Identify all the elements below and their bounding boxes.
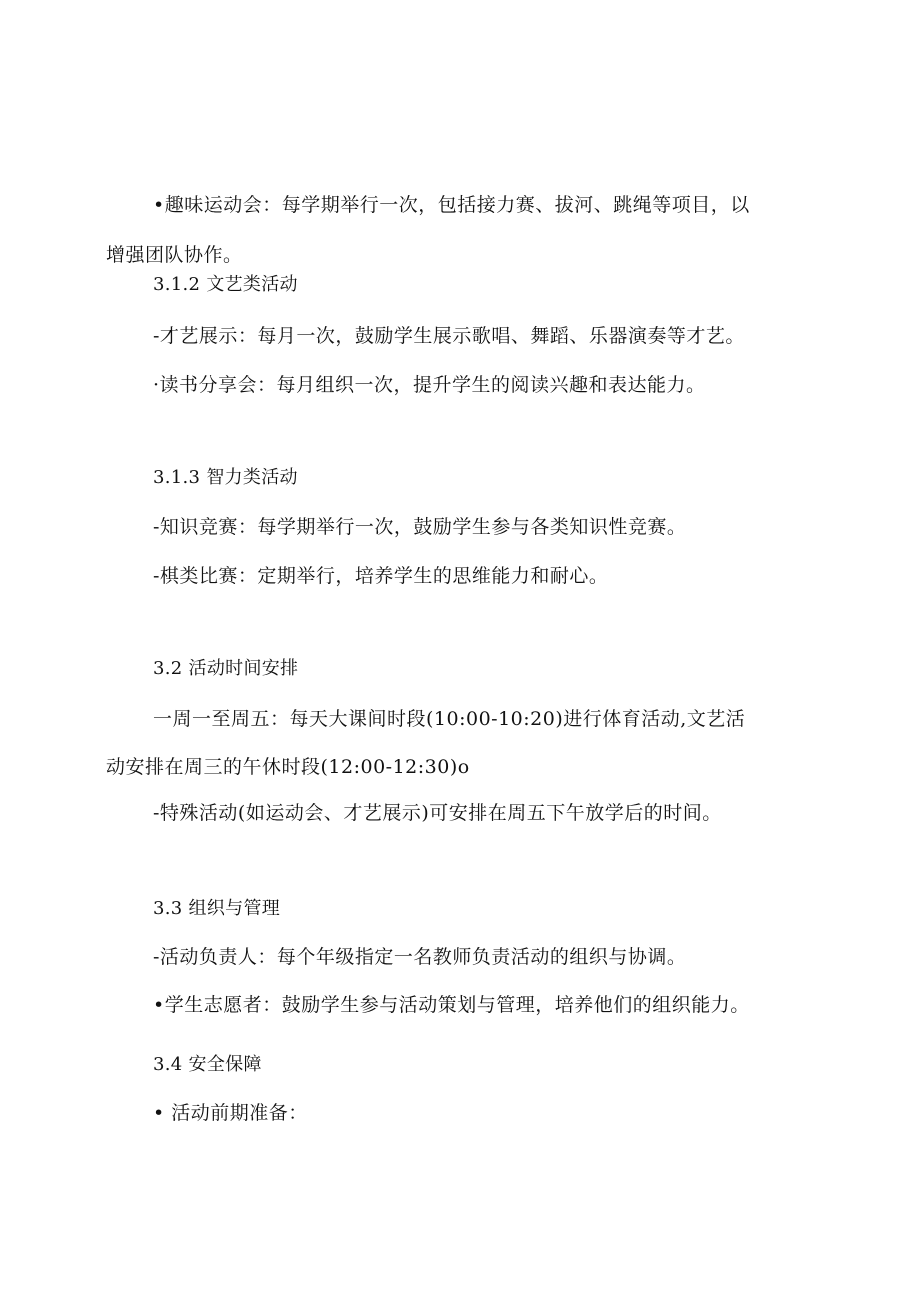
paragraph-schedule-line1: 一周一至周五：每天大课间时段(10:00-10:20)进行体育活动,文艺活 (153, 708, 746, 730)
paragraph-pre-activity-prep: • 活动前期准备： (153, 1102, 308, 1124)
paragraph-knowledge-contest: -知识竞赛：每学期举行一次，鼓励学生参与各类知识性竞赛。 (153, 516, 687, 538)
paragraph-reading-share: ·读书分享会：每月组织一次，提升学生的阅读兴趣和表达能力。 (153, 374, 706, 396)
section-heading-3-1-3: 3.1.3 智力类活动 (153, 467, 298, 488)
section-heading-3-1-2: 3.1.2 文艺类活动 (153, 274, 298, 295)
paragraph-fun-sports-line2: 增强团队协作。 (106, 244, 243, 266)
paragraph-special-activities: -特殊活动(如运动会、才艺展示)可安排在周五下午放学后的时间。 (153, 802, 722, 824)
section-heading-3-4: 3.4 安全保障 (153, 1054, 262, 1075)
paragraph-fun-sports-line1: •趣味运动会：每学期举行一次，包括接力赛、拔河、跳绳等项目，以 (153, 194, 750, 216)
paragraph-talent-show: -才艺展示：每月一次，鼓励学生展示歌唱、舞蹈、乐器演奏等才艺。 (153, 325, 745, 347)
section-heading-3-3: 3.3 组织与管理 (153, 898, 281, 919)
section-heading-3-2: 3.2 活动时间安排 (153, 658, 299, 679)
paragraph-activity-leader: -活动负责人：每个年级指定一名教师负责活动的组织与协调。 (153, 946, 687, 968)
paragraph-student-volunteers: •学生志愿者：鼓励学生参与活动策划与管理，培养他们的组织能力。 (153, 994, 750, 1016)
paragraph-chess-contest: -棋类比赛：定期举行，培养学生的思维能力和耐心。 (153, 565, 609, 587)
paragraph-schedule-line2: 动安排在周三的午休时段(12:00-12:30)o (106, 756, 470, 778)
